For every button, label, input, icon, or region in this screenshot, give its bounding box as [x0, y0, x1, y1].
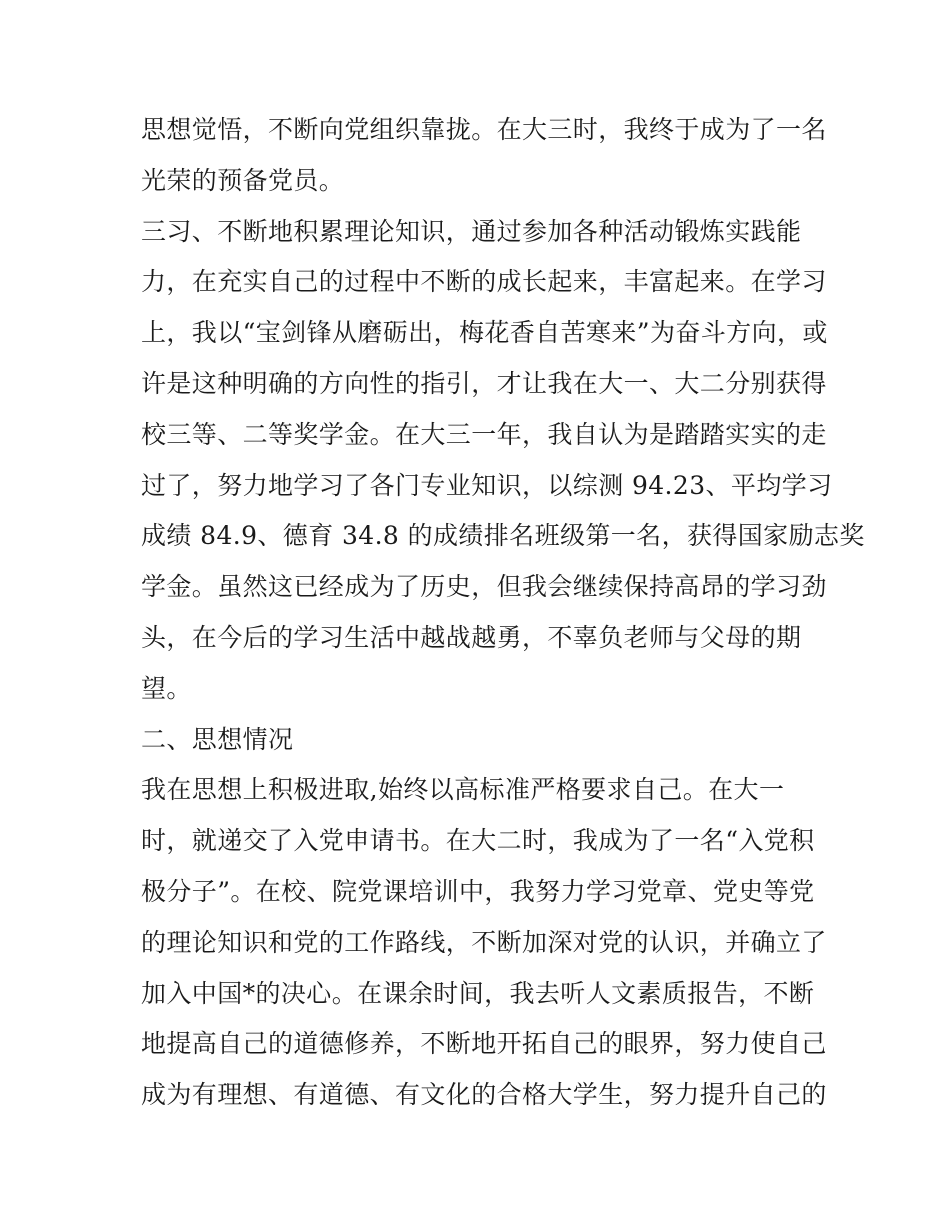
body-text — [141, 105, 865, 1121]
text-line: 加入中国*的决心。在课余时间，我去听人文素质报告，不断 — [141, 978, 815, 1008]
text-line: 三习、不断地积累理论知识，通过参加各种活动锻炼实践能 — [141, 216, 802, 246]
text-line: 学金。虽然这已经成为了历史，但我会继续保持高昂的学习劲 — [141, 572, 827, 602]
text-line: 望。 — [141, 673, 192, 703]
text-line: 的理论知识和党的工作路线，不断加深对党的认识，并确立了 — [141, 927, 827, 957]
text-line: 思想觉悟，不断向党组织靠拢。在大三时，我终于成为了一名 — [141, 115, 827, 144]
text-line: 许是这种明确的方向性的指引，才让我在大一、大二分别获得 — [141, 368, 827, 398]
text-line: 成绩 84.9、德育 34.8 的成绩排名班级第一名，获得国家励志奖 — [141, 521, 865, 551]
text-line: 地提高自己的道德修养，不断地开拓自己的眼界，努力使自己 — [141, 1029, 827, 1059]
section-heading: 二、思想情况 — [141, 724, 294, 754]
text-line: 校三等、二等奖学金。在大三一年，我自认为是踏踏实实的走 — [141, 419, 827, 449]
text-line: 成为有理想、有道德、有文化的合格大学生，努力提升自己的 — [141, 1080, 827, 1110]
text-line: 我在思想上积极进取,始终以高标准严格要求自己。在大一 — [141, 775, 785, 805]
text-line: 过了，努力地学习了各门专业知识，以综测 94.23、平均学习 — [141, 470, 833, 500]
text-line: 力，在充实自己的过程中不断的成长起来，丰富起来。在学习 — [141, 267, 827, 297]
text-line: 头，在今后的学习生活中越战越勇，不辜负老师与父母的期 — [141, 622, 802, 652]
text-line: 光荣的预备党员。 — [141, 165, 345, 195]
text-line: 时，就递交了入党申请书。在大二时，我成为了一名“入党积 — [141, 826, 815, 856]
text-line: 上，我以“宝剑锋从磨砺出，梅花香自苦寒来”为奋斗方向，或 — [141, 318, 828, 348]
text-line: 极分子”。在校、院党课培训中，我努力学习党章、党史等党 — [141, 876, 815, 906]
